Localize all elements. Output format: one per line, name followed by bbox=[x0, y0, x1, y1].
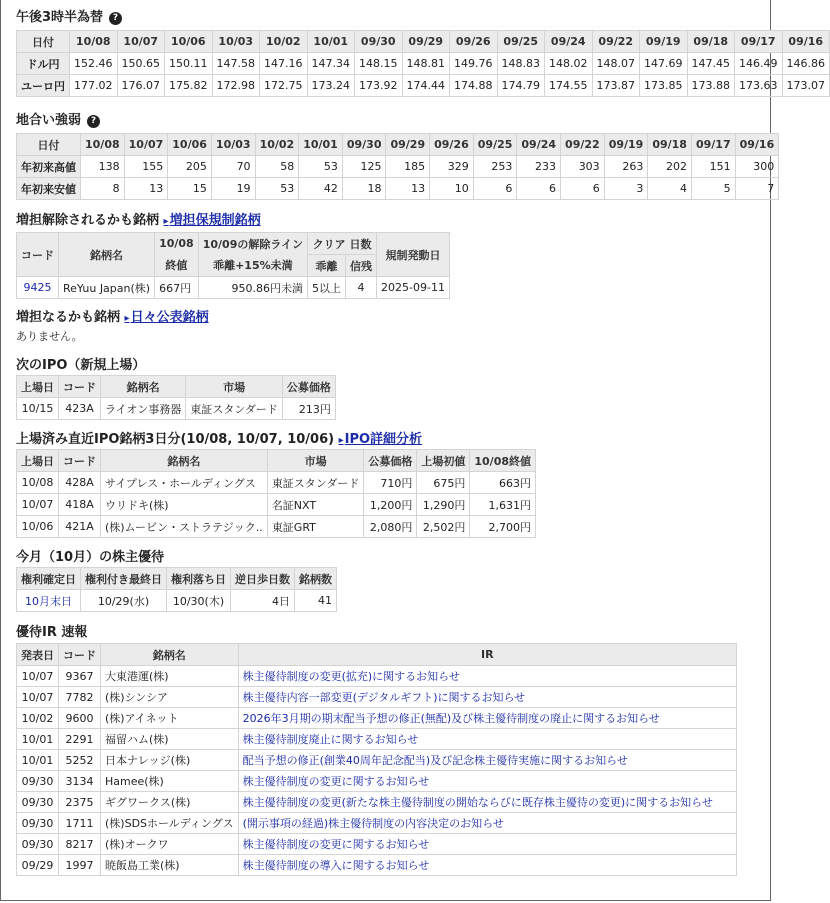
date-header: 09/16 bbox=[735, 134, 779, 156]
margin-maybe-heading: 増担なるかも銘柄 bbox=[16, 310, 121, 325]
value-cell: 155 bbox=[124, 156, 168, 178]
col-start-date: 規制発動日 bbox=[377, 233, 450, 277]
value-cell: 185 bbox=[386, 156, 430, 178]
value-cell: 58 bbox=[255, 156, 299, 178]
date-header: 09/18 bbox=[687, 31, 735, 53]
date-header: 09/26 bbox=[450, 31, 498, 53]
table-cell: ウリドキ(株) bbox=[101, 494, 268, 516]
table-row bbox=[17, 398, 336, 420]
table-row bbox=[17, 729, 737, 750]
table-cell: ライオン事務器 bbox=[101, 398, 186, 420]
table-cell: 4日 bbox=[231, 590, 295, 612]
margin-regulation-link[interactable]: ▸ 増担保規制銘柄 bbox=[164, 213, 261, 228]
table-cell: 3134 bbox=[59, 771, 101, 792]
yutai-month-table bbox=[16, 567, 337, 612]
column-header: 上場日 bbox=[17, 450, 59, 472]
table-cell: 09/30 bbox=[17, 792, 59, 813]
ipo-analysis-link[interactable]: ▸ IPO詳細分析 bbox=[339, 432, 422, 447]
table-cell: 10/01 bbox=[17, 729, 59, 750]
value-cell: 300 bbox=[735, 156, 779, 178]
column-header: 権利付き最終日 bbox=[81, 568, 167, 590]
value-cell: 148.02 bbox=[545, 53, 593, 75]
table-cell: 10/07 bbox=[17, 494, 59, 516]
table-row bbox=[17, 494, 536, 516]
value-cell: 202 bbox=[648, 156, 692, 178]
yutai-ir-title: 優待IR 速報 bbox=[16, 625, 88, 640]
fx-table bbox=[16, 30, 830, 97]
table-row bbox=[17, 813, 737, 834]
table-cell: 09/30 bbox=[17, 771, 59, 792]
margin-release-table bbox=[16, 232, 450, 299]
table-cell: (株)アイネット bbox=[101, 708, 239, 729]
stock-code-link[interactable]: 9425 bbox=[17, 277, 59, 299]
value-cell: 53 bbox=[299, 156, 343, 178]
fx-title: 午後3時半為替 bbox=[16, 10, 104, 25]
value-cell: 70 bbox=[211, 156, 255, 178]
date-header: 10/03 bbox=[211, 134, 255, 156]
row-label: ユーロ円 bbox=[17, 75, 70, 97]
value-cell: 13 bbox=[386, 178, 430, 200]
date-header: 10/06 bbox=[165, 31, 213, 53]
column-header: 市場 bbox=[186, 376, 283, 398]
value-cell: 6 bbox=[561, 178, 605, 200]
value-cell: 173.07 bbox=[782, 75, 830, 97]
row-link[interactable]: 2026年3月期の期末配当予想の修正(無配)及び株主優待制度の廃止に関するお知らせ bbox=[238, 708, 736, 729]
col-clear-days: クリア 日数 bbox=[308, 233, 377, 255]
column-header: 公募価格 bbox=[282, 376, 335, 398]
row-link[interactable]: 株主優待制度の変更に関するお知らせ bbox=[238, 771, 736, 792]
strength-table bbox=[16, 133, 779, 200]
table-cell: (株)オークワ bbox=[101, 834, 239, 855]
table-row bbox=[17, 771, 737, 792]
table-cell: 9367 bbox=[59, 666, 101, 687]
table-cell: 675円 bbox=[417, 472, 470, 494]
column-header: コード bbox=[59, 376, 101, 398]
table-cell: 2,502円 bbox=[417, 516, 470, 538]
help-icon[interactable]: ? bbox=[87, 115, 100, 128]
table-row bbox=[17, 53, 830, 75]
table-cell: 09/30 bbox=[17, 813, 59, 834]
table-row bbox=[17, 178, 779, 200]
recent-ipo-table bbox=[16, 449, 536, 538]
column-header: 銘柄数 bbox=[295, 568, 337, 590]
col-close-bottom: 終値 bbox=[155, 255, 199, 277]
table-cell: 10/06 bbox=[17, 516, 59, 538]
value-cell: 175.82 bbox=[165, 75, 213, 97]
table-cell: (株)シンシア bbox=[101, 687, 239, 708]
table-cell: 10/07 bbox=[17, 666, 59, 687]
header-row bbox=[17, 568, 337, 590]
table-cell: サイプレス・ホールディングス bbox=[101, 472, 268, 494]
value-cell: 42 bbox=[299, 178, 343, 200]
date-header: 10/07 bbox=[124, 134, 168, 156]
row-link[interactable]: 株主優待内容一部変更(デジタルギフト)に関するお知らせ bbox=[238, 687, 736, 708]
strength-date-label: 日付 bbox=[17, 134, 81, 156]
strength-header-row bbox=[17, 134, 779, 156]
value-cell: 174.79 bbox=[497, 75, 545, 97]
value-cell: 13 bbox=[124, 178, 168, 200]
value-cell: 173.24 bbox=[307, 75, 355, 97]
value-cell: 150.65 bbox=[117, 53, 165, 75]
table-cell: 福留ハム(株) bbox=[101, 729, 239, 750]
table-cell: 東証スタンダード bbox=[267, 472, 364, 494]
header-row bbox=[17, 644, 737, 666]
value-cell: 146.86 bbox=[782, 53, 830, 75]
yutai-ir-table bbox=[16, 643, 737, 876]
date-header: 10/08 bbox=[70, 31, 118, 53]
value-cell: 148.07 bbox=[592, 53, 640, 75]
value-cell: 7 bbox=[735, 178, 779, 200]
strength-section-title bbox=[16, 109, 100, 128]
value-cell: 174.44 bbox=[402, 75, 450, 97]
value-cell: 174.88 bbox=[450, 75, 498, 97]
date-header: 09/22 bbox=[592, 31, 640, 53]
table-cell: (株)SDSホールディングス bbox=[101, 813, 239, 834]
help-icon[interactable]: ? bbox=[109, 12, 122, 25]
table-cell: 1997 bbox=[59, 855, 101, 876]
table-row bbox=[17, 855, 737, 876]
table-cell: 213円 bbox=[282, 398, 335, 420]
table-row bbox=[17, 516, 536, 538]
table-cell: 421A bbox=[59, 516, 101, 538]
date-header: 09/29 bbox=[386, 134, 430, 156]
column-header: 銘柄名 bbox=[101, 376, 186, 398]
table-cell: 10/15 bbox=[17, 398, 59, 420]
row-link[interactable]: (開示事項の経過)株主優待制度の内容決定のお知らせ bbox=[238, 813, 736, 834]
value-cell: 174.55 bbox=[545, 75, 593, 97]
strength-title: 地合い強弱 bbox=[16, 113, 82, 128]
date-header: 09/24 bbox=[545, 31, 593, 53]
column-header: 逆日歩日数 bbox=[231, 568, 295, 590]
date-header: 10/07 bbox=[117, 31, 165, 53]
column-header: IR bbox=[238, 644, 736, 666]
table-cell: 423A bbox=[59, 398, 101, 420]
value-cell: 263 bbox=[604, 156, 648, 178]
table-row bbox=[17, 792, 737, 813]
table-row bbox=[17, 277, 450, 299]
date-header: 09/16 bbox=[782, 31, 830, 53]
col-shinzan: 信残 bbox=[346, 255, 377, 277]
value-cell: 148.15 bbox=[355, 53, 403, 75]
table-cell: 2375 bbox=[59, 792, 101, 813]
date-header: 10/01 bbox=[299, 134, 343, 156]
table-cell: 10/30(木) bbox=[167, 590, 231, 612]
date-header: 09/17 bbox=[735, 31, 783, 53]
table-cell: 41 bbox=[295, 590, 337, 612]
value-cell: 177.02 bbox=[70, 75, 118, 97]
row-link[interactable]: 株主優待制度の導入に関するお知らせ bbox=[238, 855, 736, 876]
value-cell: 173.88 bbox=[687, 75, 735, 97]
table-cell: 418A bbox=[59, 494, 101, 516]
next-ipo-table bbox=[16, 375, 336, 420]
table-row bbox=[17, 156, 779, 178]
date-header: 09/19 bbox=[640, 31, 688, 53]
table-cell: 東証GRT bbox=[267, 516, 364, 538]
fx-date-label: 日付 bbox=[17, 31, 70, 53]
table-row bbox=[17, 75, 830, 97]
table-cell: 2,080円 bbox=[364, 516, 417, 538]
table-cell: (株)ムービン・ストラテジック.. bbox=[101, 516, 268, 538]
table-row bbox=[17, 472, 536, 494]
column-header: 権利落ち日 bbox=[167, 568, 231, 590]
date-header: 09/18 bbox=[648, 134, 692, 156]
date-header: 09/25 bbox=[473, 134, 517, 156]
value-cell: 253 bbox=[473, 156, 517, 178]
value-cell: 303 bbox=[561, 156, 605, 178]
row-link[interactable]: 配当予想の修正(創業40周年記念配当)及び記念株主優待実施に関するお知らせ bbox=[238, 750, 736, 771]
value-cell: 148.83 bbox=[497, 53, 545, 75]
table-cell: 5252 bbox=[59, 750, 101, 771]
table-row bbox=[17, 834, 737, 855]
value-cell: 53 bbox=[255, 178, 299, 200]
row-link[interactable]: 株主優待制度廃止に関するお知らせ bbox=[238, 729, 736, 750]
table-row bbox=[17, 590, 337, 612]
table-cell: 10/08 bbox=[17, 472, 59, 494]
row-link[interactable]: 10月末日 bbox=[17, 590, 81, 612]
value-cell: 6 bbox=[473, 178, 517, 200]
header-row bbox=[17, 450, 536, 472]
value-cell: 15 bbox=[168, 178, 212, 200]
value-cell: 147.34 bbox=[307, 53, 355, 75]
table-cell: 1,200円 bbox=[364, 494, 417, 516]
column-header: 銘柄名 bbox=[101, 644, 239, 666]
table-cell: 暁飯島工業(株) bbox=[101, 855, 239, 876]
table-cell: 09/29 bbox=[17, 855, 59, 876]
col-line-bottom: 乖離+15%未満 bbox=[198, 255, 307, 277]
table-row bbox=[17, 708, 737, 729]
table-cell: 東証スタンダード bbox=[186, 398, 283, 420]
table-row bbox=[17, 750, 737, 771]
date-header: 09/30 bbox=[342, 134, 386, 156]
value-cell: 150.11 bbox=[165, 53, 213, 75]
header-row bbox=[17, 376, 336, 398]
value-cell: 149.76 bbox=[450, 53, 498, 75]
date-header: 10/02 bbox=[260, 31, 308, 53]
value-cell: 172.75 bbox=[260, 75, 308, 97]
column-header: コード bbox=[59, 450, 101, 472]
next-ipo-title: 次のIPO（新規上場） bbox=[16, 358, 146, 373]
value-cell: 3 bbox=[604, 178, 648, 200]
table-cell: 7782 bbox=[59, 687, 101, 708]
fx-section-title bbox=[16, 6, 122, 25]
value-cell: 173.92 bbox=[355, 75, 403, 97]
date-header: 09/24 bbox=[517, 134, 561, 156]
margin-release-heading: 増担解除されるかも銘柄 bbox=[16, 213, 160, 228]
empty-message: ありません。 bbox=[16, 330, 83, 343]
recent-ipo-title bbox=[16, 428, 422, 447]
row-link[interactable]: 株主優待制度の変更(拡充)に関するお知らせ bbox=[238, 666, 736, 687]
date-header: 09/29 bbox=[402, 31, 450, 53]
table-cell: 09/30 bbox=[17, 834, 59, 855]
value-cell: 205 bbox=[168, 156, 212, 178]
value-cell: 147.69 bbox=[640, 53, 688, 75]
value-cell: 146.49 bbox=[735, 53, 783, 75]
value-cell: 8 bbox=[81, 178, 125, 200]
col-code: コード bbox=[17, 233, 59, 277]
value-cell: 151 bbox=[691, 156, 735, 178]
table-row bbox=[17, 666, 737, 687]
value-cell: 6 bbox=[517, 178, 561, 200]
release-line: 950.86円未満 bbox=[198, 277, 307, 299]
value-cell: 173.87 bbox=[592, 75, 640, 97]
yutai-month-title: 今月（10月）の株主優待 bbox=[16, 550, 165, 565]
column-header: 発表日 bbox=[17, 644, 59, 666]
column-header: コード bbox=[59, 644, 101, 666]
value-cell: 233 bbox=[517, 156, 561, 178]
table-cell: ギグワークス(株) bbox=[101, 792, 239, 813]
col-close-top: 10/08 bbox=[155, 233, 199, 255]
value-cell: 176.07 bbox=[117, 75, 165, 97]
table-cell: 10/07 bbox=[17, 687, 59, 708]
column-header: 市場 bbox=[267, 450, 364, 472]
column-header: 権利確定日 bbox=[17, 568, 81, 590]
table-cell: 8217 bbox=[59, 834, 101, 855]
value-cell: 147.16 bbox=[260, 53, 308, 75]
date-header: 10/08 bbox=[81, 134, 125, 156]
table-cell: Hamee(株) bbox=[101, 771, 239, 792]
row-label: 年初来安値 bbox=[17, 178, 81, 200]
column-header: 公募価格 bbox=[364, 450, 417, 472]
table-cell: 日本ナレッジ(株) bbox=[101, 750, 239, 771]
value-cell: 125 bbox=[342, 156, 386, 178]
table-cell: 710円 bbox=[364, 472, 417, 494]
close-price: 667円 bbox=[155, 277, 199, 299]
value-cell: 152.46 bbox=[70, 53, 118, 75]
column-header: 10/08終値 bbox=[470, 450, 536, 472]
value-cell: 10 bbox=[430, 178, 474, 200]
value-cell: 148.81 bbox=[402, 53, 450, 75]
margin-release-title bbox=[16, 209, 261, 228]
kairi-days: 5以上 bbox=[308, 277, 346, 299]
value-cell: 329 bbox=[430, 156, 474, 178]
value-cell: 18 bbox=[342, 178, 386, 200]
date-header: 09/25 bbox=[497, 31, 545, 53]
date-header: 09/26 bbox=[430, 134, 474, 156]
value-cell: 172.98 bbox=[212, 75, 260, 97]
date-header: 09/22 bbox=[561, 134, 605, 156]
date-header: 09/19 bbox=[604, 134, 648, 156]
column-header: 銘柄名 bbox=[101, 450, 268, 472]
value-cell: 147.58 bbox=[212, 53, 260, 75]
value-cell: 4 bbox=[648, 178, 692, 200]
date-header: 10/06 bbox=[168, 134, 212, 156]
table-cell: 1,290円 bbox=[417, 494, 470, 516]
table-cell: 2291 bbox=[59, 729, 101, 750]
date-header: 10/01 bbox=[307, 31, 355, 53]
value-cell: 173.85 bbox=[640, 75, 688, 97]
table-cell: 2,700円 bbox=[470, 516, 536, 538]
col-line-top: 10/09の解除ライン bbox=[198, 233, 307, 255]
col-name: 銘柄名 bbox=[59, 233, 155, 277]
table-cell: 大東港運(株) bbox=[101, 666, 239, 687]
row-label: ドル円 bbox=[17, 53, 70, 75]
table-row bbox=[17, 687, 737, 708]
date-header: 09/30 bbox=[355, 31, 403, 53]
margin-maybe-title bbox=[16, 306, 209, 325]
stock-name: ReYuu Japan(株) bbox=[59, 277, 155, 299]
row-label: 年初来高値 bbox=[17, 156, 81, 178]
fx-header-row bbox=[17, 31, 830, 53]
shinzan-days: 4 bbox=[346, 277, 377, 299]
daily-published-link[interactable]: ▸ 日々公表銘柄 bbox=[125, 310, 209, 325]
recent-ipo-heading: 上場済み直近IPO銘柄3日分(10/08, 10/07, 10/06) bbox=[16, 432, 335, 447]
date-header: 09/17 bbox=[691, 134, 735, 156]
row-link[interactable]: 株主優待制度の変更に関するお知らせ bbox=[238, 834, 736, 855]
value-cell: 173.63 bbox=[735, 75, 783, 97]
value-cell: 147.45 bbox=[687, 53, 735, 75]
row-link[interactable]: 株主優待制度の変更(新たな株主優待制度の開始ならびに既存株主優待の変更)に関するお知らせ bbox=[238, 792, 736, 813]
regulation-date: 2025-09-11 bbox=[377, 277, 450, 299]
column-header: 上場初値 bbox=[417, 450, 470, 472]
table-cell: 1711 bbox=[59, 813, 101, 834]
table-cell: 10/01 bbox=[17, 750, 59, 771]
value-cell: 5 bbox=[691, 178, 735, 200]
table-cell: 10/02 bbox=[17, 708, 59, 729]
column-header: 上場日 bbox=[17, 376, 59, 398]
table-cell: 1,631円 bbox=[470, 494, 536, 516]
col-kairi: 乖離 bbox=[308, 255, 346, 277]
date-header: 10/02 bbox=[255, 134, 299, 156]
value-cell: 19 bbox=[211, 178, 255, 200]
table-cell: 663円 bbox=[470, 472, 536, 494]
table-cell: 10/29(水) bbox=[81, 590, 167, 612]
value-cell: 138 bbox=[81, 156, 125, 178]
table-cell: 名証NXT bbox=[267, 494, 364, 516]
table-cell: 9600 bbox=[59, 708, 101, 729]
table-cell: 428A bbox=[59, 472, 101, 494]
date-header: 10/03 bbox=[212, 31, 260, 53]
